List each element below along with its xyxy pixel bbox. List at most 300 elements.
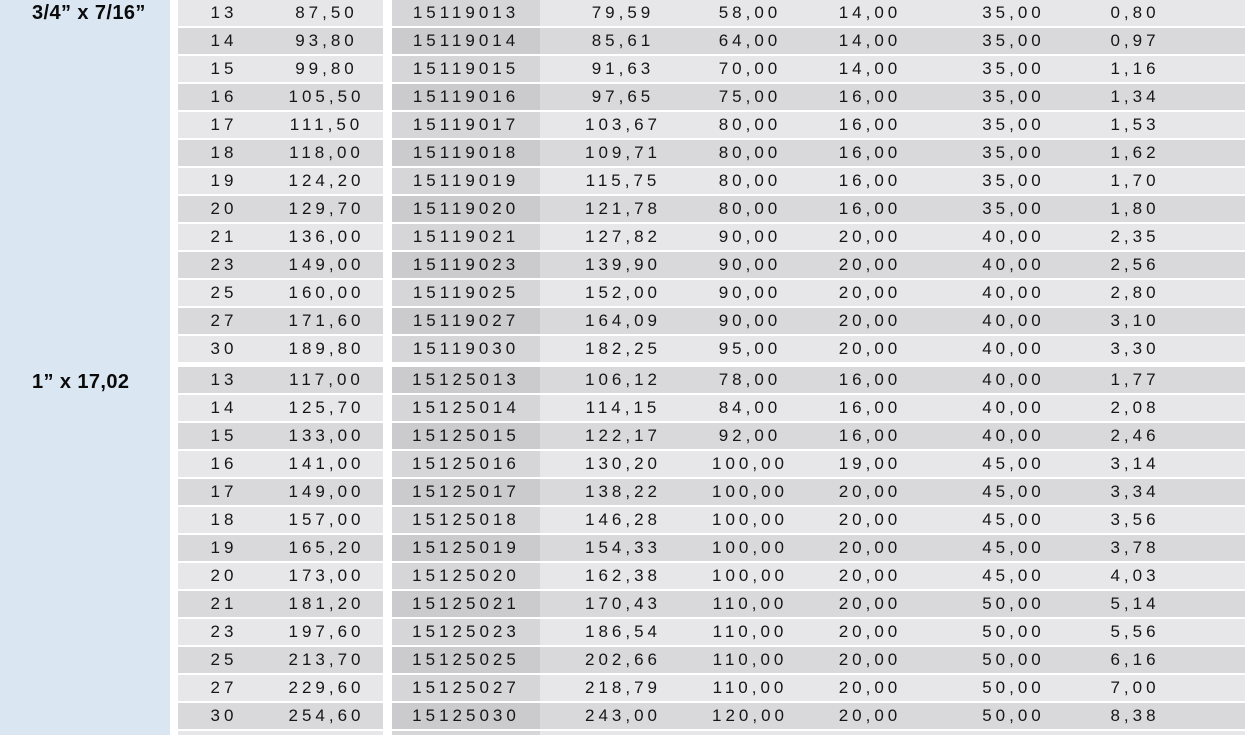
row-filler [1189, 28, 1245, 54]
row-filler [1189, 168, 1245, 194]
value-cell: 110,00 [712, 650, 788, 669]
price-cell: 149,00 [288, 255, 365, 274]
row-filler [1189, 479, 1245, 505]
price-cell: 197,60 [288, 622, 365, 641]
value-cell: 95,00 [718, 339, 782, 358]
column-gap [383, 703, 392, 729]
table-row [178, 395, 1245, 421]
value-cell: 90,00 [718, 255, 782, 274]
column-gap [383, 0, 392, 26]
column-gap [383, 451, 392, 477]
size-cell: 19 [210, 171, 238, 190]
price-cell: 118,00 [289, 143, 364, 162]
article-number-cell: 15125014 [392, 395, 540, 421]
table-row [178, 675, 1245, 701]
value-cell: 80,00 [718, 143, 782, 162]
price-cell: 160,00 [288, 283, 365, 302]
value-cell: 50,00 [982, 706, 1045, 725]
value-cell: 20,00 [838, 706, 902, 725]
value-cell [794, 731, 946, 735]
value-cell: 182,25 [585, 339, 661, 358]
table-row [178, 367, 1245, 393]
value-cell: 16,00 [838, 426, 902, 445]
row-filler [1189, 591, 1245, 617]
value-cell: 127,82 [585, 227, 661, 246]
price-cell: 173,00 [288, 566, 365, 585]
value-cell: 7,00 [1110, 678, 1160, 697]
article-number-cell: 15125019 [392, 535, 540, 561]
value-cell: 106,12 [585, 370, 661, 389]
value-cell: 1,62 [1110, 143, 1160, 162]
value-cell: 3,14 [1110, 454, 1160, 473]
column-gap [383, 395, 392, 421]
column-gap [383, 731, 392, 735]
value-cell: 100,00 [712, 482, 788, 501]
value-cell: 16,00 [838, 398, 902, 417]
column-gap [383, 535, 392, 561]
table-row [178, 224, 1245, 250]
value-cell: 100,00 [712, 566, 788, 585]
price-cell: 93,80 [295, 31, 358, 50]
price-cell: 99,80 [295, 59, 358, 78]
value-cell: 16,00 [838, 370, 902, 389]
value-cell: 2,08 [1110, 398, 1160, 417]
table-group [178, 0, 1245, 362]
column-gap [383, 196, 392, 222]
value-cell: 79,59 [591, 3, 655, 22]
value-cell: 16,00 [838, 171, 902, 190]
table-row [178, 140, 1245, 166]
size-cell: 18 [210, 143, 238, 162]
value-cell: 20,00 [838, 255, 902, 274]
table-row [178, 196, 1245, 222]
value-cell: 122,17 [585, 426, 661, 445]
value-cell: 16,00 [838, 115, 902, 134]
column-gap [383, 367, 392, 393]
value-cell: 202,66 [585, 650, 661, 669]
row-filler [1189, 367, 1245, 393]
value-cell: 20,00 [838, 566, 902, 585]
size-cell: 25 [210, 650, 238, 669]
table-row [178, 308, 1245, 334]
value-cell: 3,34 [1110, 482, 1160, 501]
table-row [178, 703, 1245, 729]
row-filler [1189, 336, 1245, 362]
value-cell: 92,00 [718, 426, 782, 445]
size-cell: 13 [210, 3, 238, 22]
column-gap [383, 280, 392, 306]
table-row [178, 647, 1245, 673]
value-cell: 45,00 [982, 538, 1045, 557]
column-gap [383, 507, 392, 533]
value-cell: 186,54 [585, 622, 661, 641]
price-cell: 129,70 [288, 199, 365, 218]
article-number-cell: 15119021 [392, 224, 540, 250]
value-cell: 3,10 [1110, 311, 1160, 330]
size-cell: 27 [210, 678, 238, 697]
column-gap [383, 675, 392, 701]
price-cell: 254,60 [288, 706, 365, 725]
price-cell: 189,80 [288, 339, 365, 358]
value-cell: 3,30 [1110, 339, 1160, 358]
value-cell: 40,00 [982, 370, 1045, 389]
row-filler [1189, 308, 1245, 334]
value-cell: 154,33 [585, 538, 661, 557]
row-filler [1189, 84, 1245, 110]
table-row [178, 336, 1245, 362]
size-group-label: 1” x 17,02 [32, 371, 130, 393]
value-cell: 90,00 [718, 311, 782, 330]
value-cell: 35,00 [982, 31, 1045, 50]
table-row [178, 619, 1245, 645]
row-filler [1189, 252, 1245, 278]
column-gap [383, 168, 392, 194]
table-row [178, 168, 1245, 194]
row-filler [1189, 647, 1245, 673]
value-cell: 1,80 [1110, 199, 1160, 218]
row-filler [1189, 196, 1245, 222]
value-cell: 6,16 [1110, 650, 1160, 669]
value-cell: 114,15 [585, 398, 661, 417]
price-cell: 125,70 [288, 398, 365, 417]
value-cell: 16,00 [838, 199, 902, 218]
value-cell: 75,00 [718, 87, 782, 106]
value-cell: 20,00 [838, 227, 902, 246]
size-cell: 21 [210, 227, 238, 246]
column-gap [383, 423, 392, 449]
table-row [178, 535, 1245, 561]
size-cell: 15 [210, 59, 238, 78]
price-cell: 171,60 [288, 311, 365, 330]
value-cell: 20,00 [838, 538, 902, 557]
article-number-cell: 15119025 [392, 280, 540, 306]
value-cell: 139,90 [585, 255, 661, 274]
table-row [178, 28, 1245, 54]
article-number-cell: 15125025 [392, 647, 540, 673]
column-gap [383, 479, 392, 505]
price-cell: 181,20 [288, 594, 365, 613]
size-cell: 13 [210, 370, 238, 389]
value-cell: 162,38 [585, 566, 661, 585]
article-number-cell: 15125013 [392, 367, 540, 393]
value-cell: 50,00 [982, 594, 1045, 613]
value-cell [946, 731, 1081, 735]
value-cell: 218,79 [585, 678, 661, 697]
value-cell: 138,22 [585, 482, 661, 501]
price-cell: 165,20 [288, 538, 365, 557]
value-cell: 14,00 [838, 3, 902, 22]
value-cell: 110,00 [712, 622, 788, 641]
value-cell: 100,00 [712, 454, 788, 473]
row-filler [1189, 451, 1245, 477]
price-cell: 141,00 [288, 454, 365, 473]
value-cell: 70,00 [718, 59, 782, 78]
column-gap [383, 84, 392, 110]
value-cell: 45,00 [982, 454, 1045, 473]
spec-table [178, 0, 1245, 735]
value-cell: 109,71 [585, 143, 661, 162]
column-gap [383, 140, 392, 166]
row-filler [1189, 224, 1245, 250]
value-cell [540, 731, 706, 735]
price-cell: 157,00 [288, 510, 365, 529]
column-gap [383, 591, 392, 617]
article-number-cell: 15119015 [392, 56, 540, 82]
column-gap [383, 619, 392, 645]
value-cell: 14,00 [838, 31, 902, 50]
row-filler [1189, 112, 1245, 138]
table-row [178, 252, 1245, 278]
row-filler [1189, 507, 1245, 533]
table-row [178, 451, 1245, 477]
partial-table-row [178, 731, 1245, 735]
article-number-cell: 15119018 [392, 140, 540, 166]
article-number-cell: 15125030 [392, 703, 540, 729]
value-cell: 2,35 [1110, 227, 1160, 246]
value-cell: 35,00 [982, 143, 1045, 162]
table-row [178, 479, 1245, 505]
size-cell: 18 [210, 510, 238, 529]
size-sidebar [0, 0, 170, 735]
column-gap [383, 336, 392, 362]
table-row [178, 0, 1245, 26]
value-cell: 35,00 [982, 3, 1045, 22]
value-cell: 90,00 [718, 227, 782, 246]
row-filler [1189, 140, 1245, 166]
size-cell: 14 [210, 31, 238, 50]
value-cell: 3,78 [1110, 538, 1160, 557]
value-cell: 20,00 [838, 283, 902, 302]
price-cell: 229,60 [288, 678, 365, 697]
size-cell: 19 [210, 538, 238, 557]
column-gap [383, 56, 392, 82]
value-cell: 80,00 [718, 199, 782, 218]
size-cell: 20 [210, 199, 238, 218]
value-cell: 40,00 [982, 339, 1045, 358]
value-cell: 90,00 [718, 283, 782, 302]
price-cell: 117,00 [289, 370, 364, 389]
value-cell: 40,00 [982, 398, 1045, 417]
value-cell: 80,00 [718, 115, 782, 134]
value-cell: 19,00 [838, 454, 902, 473]
value-cell: 170,43 [585, 594, 661, 613]
value-cell: 103,67 [585, 115, 661, 134]
value-cell: 50,00 [982, 650, 1045, 669]
value-cell: 4,03 [1110, 566, 1160, 585]
row-filler [1189, 423, 1245, 449]
size-group-label: 3/4” x 7/16” [32, 2, 146, 24]
table-row [178, 423, 1245, 449]
article-number-cell: 15119019 [392, 168, 540, 194]
value-cell: 91,63 [591, 59, 655, 78]
value-cell: 58,00 [718, 3, 782, 22]
value-cell: 20,00 [838, 622, 902, 641]
article-number-cell: 15119027 [392, 308, 540, 334]
value-cell: 45,00 [982, 482, 1045, 501]
value-cell: 100,00 [712, 538, 788, 557]
value-cell: 152,00 [585, 283, 661, 302]
value-cell: 35,00 [982, 87, 1045, 106]
value-cell: 80,00 [718, 171, 782, 190]
table-group [178, 367, 1245, 729]
row-filler [1189, 56, 1245, 82]
column-gap [383, 112, 392, 138]
value-cell: 20,00 [838, 510, 902, 529]
value-cell: 78,00 [718, 370, 782, 389]
value-cell: 120,00 [712, 706, 788, 725]
size-cell: 21 [210, 594, 238, 613]
column-gap [383, 308, 392, 334]
article-number-cell: 15125020 [392, 563, 540, 589]
row-filler [1189, 619, 1245, 645]
column-gap [383, 647, 392, 673]
value-cell: 1,34 [1110, 87, 1160, 106]
value-cell: 2,56 [1110, 255, 1160, 274]
value-cell: 16,00 [838, 143, 902, 162]
article-number-cell: 15119020 [392, 196, 540, 222]
price-cell: 111,50 [289, 115, 364, 134]
value-cell: 50,00 [982, 622, 1045, 641]
article-number-cell [392, 731, 540, 735]
value-cell: 1,77 [1110, 370, 1160, 389]
row-filler [1189, 395, 1245, 421]
value-cell: 45,00 [982, 566, 1045, 585]
price-cell: 87,50 [295, 3, 358, 22]
value-cell [706, 731, 794, 735]
value-cell: 40,00 [982, 283, 1045, 302]
value-cell: 40,00 [982, 255, 1045, 274]
value-cell: 0,80 [1110, 3, 1160, 22]
value-cell: 1,53 [1110, 115, 1160, 134]
size-cell: 15 [210, 426, 238, 445]
article-number-cell: 15125018 [392, 507, 540, 533]
value-cell: 45,00 [982, 510, 1045, 529]
value-cell: 2,46 [1110, 426, 1160, 445]
value-cell: 40,00 [982, 227, 1045, 246]
table-row [178, 507, 1245, 533]
size-cell: 30 [210, 706, 238, 725]
value-cell: 130,20 [585, 454, 661, 473]
value-cell: 20,00 [838, 482, 902, 501]
size-cell: 25 [210, 283, 238, 302]
value-cell: 0,97 [1110, 31, 1160, 50]
price-cell: 149,00 [288, 482, 365, 501]
value-cell: 40,00 [982, 426, 1045, 445]
table-row [178, 84, 1245, 110]
value-cell: 100,00 [712, 510, 788, 529]
size-cell: 17 [210, 115, 238, 134]
value-cell: 35,00 [982, 199, 1045, 218]
value-cell: 1,16 [1110, 59, 1160, 78]
size-cell [178, 731, 270, 735]
value-cell: 164,09 [585, 311, 661, 330]
article-number-cell: 15125021 [392, 591, 540, 617]
price-cell: 124,20 [288, 171, 365, 190]
price-cell: 133,00 [288, 426, 365, 445]
price-cell: 136,00 [288, 227, 365, 246]
value-cell: 35,00 [982, 59, 1045, 78]
value-cell: 110,00 [712, 594, 788, 613]
size-cell: 20 [210, 566, 238, 585]
size-cell: 16 [210, 454, 238, 473]
value-cell: 20,00 [838, 339, 902, 358]
article-number-cell: 15125027 [392, 675, 540, 701]
value-cell: 3,56 [1110, 510, 1160, 529]
value-cell: 64,00 [718, 31, 782, 50]
article-number-cell: 15119030 [392, 336, 540, 362]
value-cell: 5,14 [1110, 594, 1160, 613]
table-row [178, 280, 1245, 306]
article-number-cell: 15125015 [392, 423, 540, 449]
value-cell: 16,00 [838, 87, 902, 106]
row-filler [1189, 535, 1245, 561]
column-gap [383, 28, 392, 54]
value-cell: 115,75 [585, 171, 661, 190]
article-number-cell: 15125017 [392, 479, 540, 505]
value-cell: 110,00 [712, 678, 788, 697]
article-number-cell: 15119017 [392, 112, 540, 138]
value-cell: 14,00 [838, 59, 902, 78]
size-cell: 14 [210, 398, 238, 417]
value-cell: 243,00 [585, 706, 661, 725]
value-cell: 121,78 [585, 199, 661, 218]
size-cell: 17 [210, 482, 238, 501]
size-cell: 27 [210, 311, 238, 330]
article-number-cell: 15119023 [392, 252, 540, 278]
row-filler [1189, 731, 1245, 735]
table-row [178, 56, 1245, 82]
value-cell: 85,61 [591, 31, 655, 50]
value-cell: 50,00 [982, 678, 1045, 697]
article-number-cell: 15125023 [392, 619, 540, 645]
value-cell: 20,00 [838, 650, 902, 669]
price-cell [270, 731, 383, 735]
value-cell: 97,65 [591, 87, 655, 106]
price-cell: 105,50 [288, 87, 365, 106]
table-row [178, 112, 1245, 138]
value-cell: 2,80 [1110, 283, 1160, 302]
value-cell: 35,00 [982, 115, 1045, 134]
column-gap [383, 563, 392, 589]
article-number-cell: 15119014 [392, 28, 540, 54]
row-filler [1189, 280, 1245, 306]
table-row [178, 591, 1245, 617]
size-cell: 16 [210, 87, 238, 106]
price-cell: 213,70 [288, 650, 365, 669]
value-cell: 8,38 [1110, 706, 1160, 725]
value-cell: 146,28 [585, 510, 661, 529]
size-cell: 23 [210, 255, 238, 274]
column-gap [383, 252, 392, 278]
value-cell: 5,56 [1110, 622, 1160, 641]
article-number-cell: 15119016 [392, 84, 540, 110]
value-cell: 20,00 [838, 311, 902, 330]
value-cell: 20,00 [838, 594, 902, 613]
value-cell: 35,00 [982, 171, 1045, 190]
table-row [178, 563, 1245, 589]
row-filler [1189, 675, 1245, 701]
row-filler [1189, 563, 1245, 589]
article-number-cell: 15119013 [392, 0, 540, 26]
value-cell [1081, 731, 1189, 735]
row-filler [1189, 703, 1245, 729]
size-cell: 30 [210, 339, 238, 358]
column-gap [383, 224, 392, 250]
value-cell: 20,00 [838, 678, 902, 697]
value-cell: 1,70 [1110, 171, 1160, 190]
row-filler [1189, 0, 1245, 26]
size-cell: 23 [210, 622, 238, 641]
